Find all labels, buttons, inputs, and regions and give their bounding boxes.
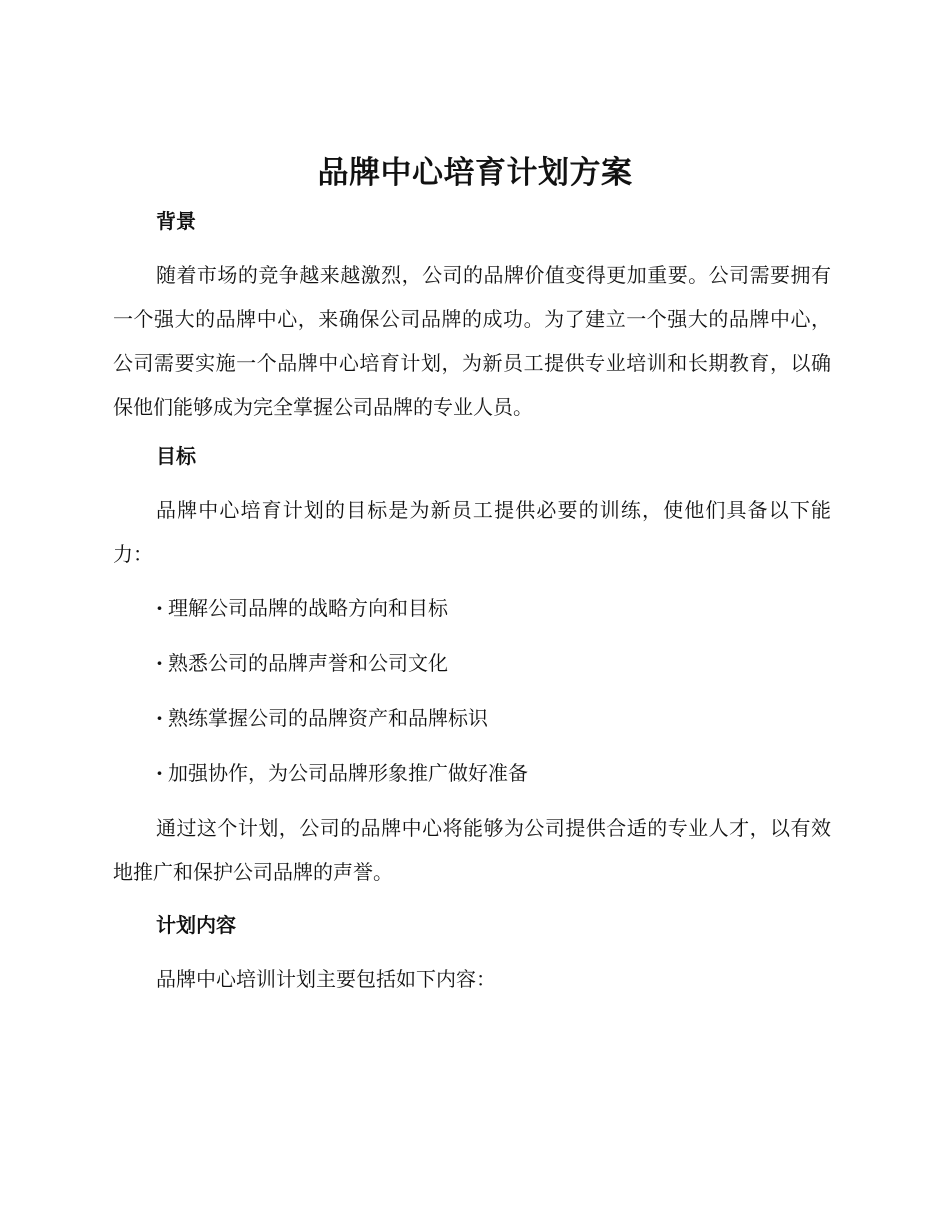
goal-list-item — [156, 593, 448, 623]
goals-intro-paragraph: 品牌中心培育计划的目标是为新员工提供必要的训练，使他们具备以下能力： — [113, 498, 831, 566]
goal-list-item-text: 理解公司品牌的战略方向和目标 — [168, 596, 448, 620]
goal-list-item — [156, 758, 528, 788]
goal-list-item — [156, 703, 488, 733]
goal-list-item-text: 熟练掌握公司的品牌资产和品牌标识 — [168, 706, 488, 730]
bullet-marker: · — [156, 651, 163, 675]
document-title: 品牌中心培育计划方案 — [317, 155, 633, 191]
bullet-marker: · — [156, 761, 163, 785]
goals-conclusion-paragraph: 通过这个计划，公司的品牌中心将能够为公司提供合适的专业人才，以有效地推广和保护公司品牌的声誉。 — [113, 816, 831, 884]
bullet-marker: · — [156, 706, 163, 730]
plan-intro-paragraph: 品牌中心培训计划主要包括如下内容： — [156, 967, 496, 991]
background-paragraph: 随着市场的竞争越来越激烈，公司的品牌价值变得更加重要。公司需要拥有一个强大的品牌中心，来确保公司品牌的成功。为了建立一个强大的品牌中心，公司需要实施一个品牌中心培育计划，为新员工提供专业培训和长期教育，以确保他们能够成为完全掌握公司品牌的专业人员。 — [113, 263, 831, 419]
section-heading-goals: 目标 — [156, 444, 196, 468]
section-heading-plan: 计划内容 — [156, 913, 236, 937]
goal-list-item — [156, 648, 448, 678]
bullet-marker: · — [156, 596, 163, 620]
goal-list-item-text: 加强协作，为公司品牌形象推广做好准备 — [168, 761, 528, 785]
section-heading-background: 背景 — [156, 209, 196, 233]
goal-list-item-text: 熟悉公司的品牌声誉和公司文化 — [168, 651, 448, 675]
